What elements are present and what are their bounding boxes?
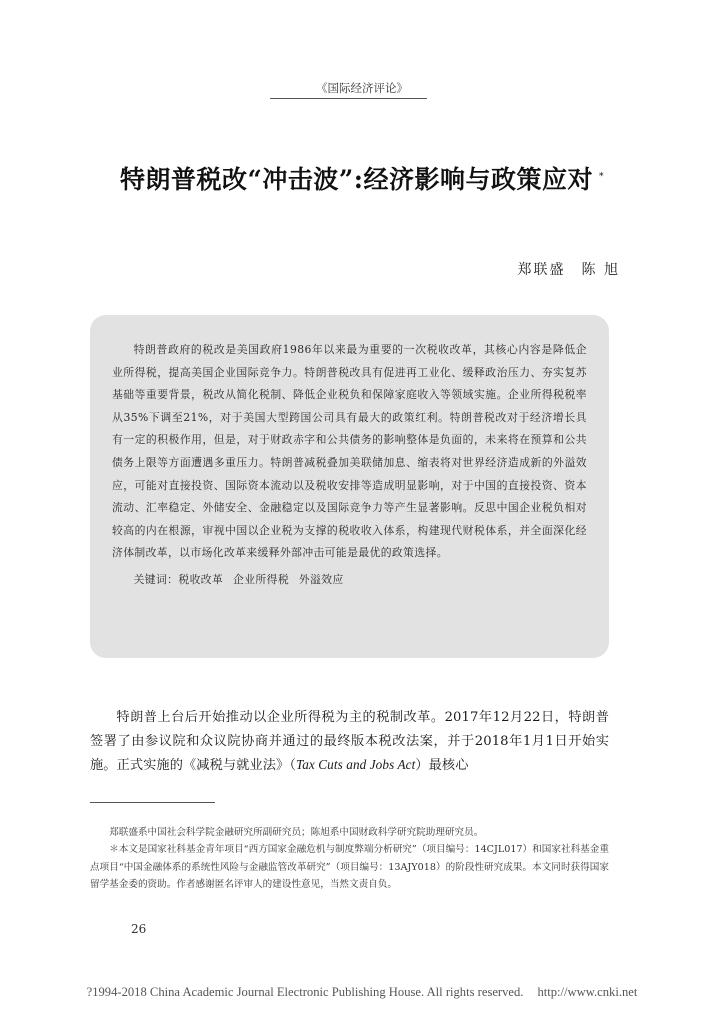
cnki-url: http://www.cnki.net (537, 985, 638, 999)
footnote-author-info: 郑联盛系中国社会科学院金融研究所副研究员；陈旭系中国财政科学研究院助理研究员。 (109, 827, 484, 838)
article-title-text: 特朗普税改“冲击波”:经济影响与政策应对 (120, 165, 593, 194)
body-text-end: ）最核心 (415, 758, 469, 773)
page-number: 26 (131, 922, 147, 936)
copyright-line (0, 985, 724, 1000)
keywords-line (112, 572, 587, 587)
keyword: 外溢效应 (298, 572, 344, 586)
footnote-funding: ＊本文是国家社科基金青年项目“西方国家金融危机与制度弊端分析研究”（项目编号：14CJL017）和国家社科基金重点项目“中国金融体系的系统性风险与金融监管改革研究”（项目编号：13AJY018）的阶段性研究成果。本文同时获得国家留学基金委的资助。作者感谢匿名评审人的建设性意见，当然文责自负。 (90, 844, 609, 891)
author-list (518, 259, 620, 279)
title-footnote-mark: * (599, 171, 604, 182)
keyword: 税收改革 (178, 572, 224, 586)
abstract-box (90, 315, 609, 658)
copyright-text: ?1994-2018 China Academic Journal Electronic Publishing House. All rights reserved. (86, 985, 524, 999)
header-rule (270, 98, 427, 99)
author-name: 郑联盛 (517, 262, 566, 278)
keyword: 企业所得税 (233, 572, 290, 586)
body-text-start: 特朗普上台后开始推动以企业所得税为主的税制改革。2017年12月22日，特朗普签署了由参议院和众议院协商并通过的最终版本税改法案，并于2018年1月1日开始实施。正式实施的《减税与就业法》（ (90, 710, 609, 773)
journal-header: 《国际经济评论》 (316, 81, 408, 95)
author-name: 陈 旭 (581, 262, 620, 278)
keywords-label: 关键词： (133, 572, 179, 586)
article-title (40, 160, 684, 196)
footnotes (90, 824, 609, 894)
act-english-name: Tax Cuts and Jobs Act (296, 757, 416, 772)
footnote-rule (90, 802, 215, 803)
body-paragraph (90, 706, 609, 778)
abstract-text: 特朗普政府的税改是美国政府1986年以来最为重要的一次税收改革，其核心内容是降低企业所得税，提高美国企业国际竞争力。特朗普税改具有促进再工业化、缓释政治压力、夯实复苏基础等重要背景，税改从简化税制、降低企业税负和保障家庭收入等领域实施。企业所得税税率从35%下调至21%，对于美国大型跨国公司具有最大的政策红利。特朗普税改对于经济增长具有一定的积极作用，但是，对于财政赤字和公共债务的影响整体是负面的，未来将在预算和公共债务上限等方面遭遇多重压力。特朗普减税叠加美联储加息、缩表将对世界经济造成新的外溢效应，可能对直接投资、国际资本流动以及税收安排等造成明显影响，对于中国的直接投资、资本流动、汇率稳定、外储安全、金融稳定以及国际竞争力等产生显著影响。反思中国企业税负相对较高的内在根源，审视中国以企业税为支撑的税收收入体系，构建现代财税体系，并全面深化经济体制改革，以市场化改革来缓释外部冲击可能是最优的政策选择。 (112, 343, 587, 560)
